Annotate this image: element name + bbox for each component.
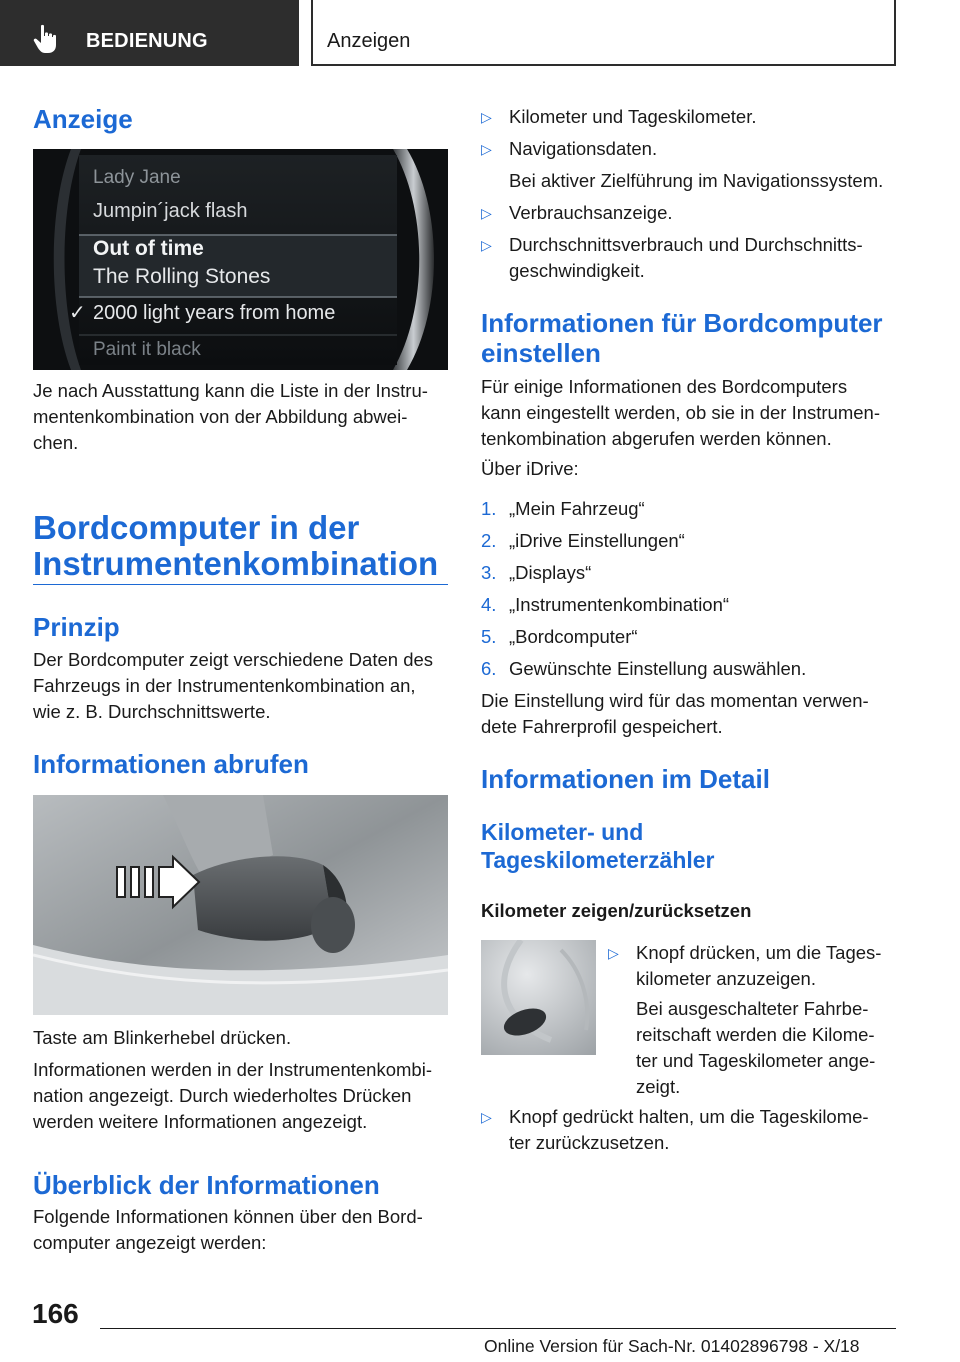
triangle-bullet-icon: ▷ <box>481 237 492 253</box>
checkmark-icon: ✓ <box>69 300 86 324</box>
paragraph-einige: Für einige Informationen des Bordcomputers kann eingestellt werden, ob sie in der Instrumen- tenkombination abgerufen werden können. <box>481 376 880 449</box>
triangle-bullet-icon: ▷ <box>608 945 619 961</box>
footer-online-version: Online Version für Sach-Nr. 01402896798 - X/18 <box>484 1336 860 1356</box>
paragraph-ausstattung: Je nach Ausstattung kann die Liste in der Instru- mentenkombination von der Abbildung abwei- chen. <box>33 380 428 453</box>
paragraph-taste: Taste am Blinkerhebel drücken. <box>33 1027 292 1048</box>
paragraph-folgende: Folgende Informationen können über den Bord- computer angezeigt werden: <box>33 1206 423 1253</box>
lever-illustration <box>33 795 448 1015</box>
heading-zeigen: Kilometer zeigen/zurücksetzen <box>481 900 752 921</box>
display-photo <box>33 149 448 370</box>
chapter-box <box>311 0 896 66</box>
hand-pointer-icon <box>32 24 66 54</box>
chapter-label: Anzeigen <box>327 30 411 52</box>
menu-item-1: Lady Jane <box>93 167 181 188</box>
footer-rule <box>100 1328 896 1329</box>
section-label: BEDIENUNG <box>86 30 208 52</box>
note-fahrbereitschaft: Bei ausgeschalteter Fahrbe- reitschaft werden die Kilome- ter und Tageskilometer ange- zeigt. <box>636 998 876 1097</box>
heading-anzeige: Anzeige <box>33 104 133 134</box>
heading-einstellen: Informationen für Bordcomputer einstellen <box>481 308 883 368</box>
menu-item-4: The Rolling Stones <box>93 265 271 288</box>
section-tab <box>0 0 299 66</box>
triangle-bullet-icon: ▷ <box>481 205 492 221</box>
paragraph-prinzip: Der Bordcomputer zeigt verschiedene Daten des Fahrzeugs in der Instrumentenkombination an, wie z. B. Durchschnittswerte. <box>33 649 434 722</box>
menu-item-5: 2000 light years from home <box>93 302 336 324</box>
menu-item-3: Out of time <box>93 237 204 260</box>
heading-bordcomputer: Bordcomputer in der Instrumentenkombination <box>33 509 439 582</box>
lever-photo <box>33 795 448 1015</box>
triangle-bullet-icon: ▷ <box>481 109 492 125</box>
menu-item-2: Jumpin´jack flash <box>93 200 248 222</box>
heading-underline <box>33 584 448 585</box>
paragraph-idrive: Über iDrive: <box>481 458 579 479</box>
page-header <box>0 0 960 66</box>
heading-ueberblick: Überblick der Informationen <box>33 1170 380 1200</box>
heading-prinzip: Prinzip <box>33 612 120 642</box>
heading-detail: Informationen im Detail <box>481 764 770 794</box>
paragraph-fahrerprofil: Die Einstellung wird für das momentan verwen- dete Fahrerprofil gespeichert. <box>481 690 869 737</box>
cluster-button-illustration <box>481 940 596 1055</box>
triangle-bullet-icon: ▷ <box>481 141 492 157</box>
page-number: 166 <box>32 1298 79 1329</box>
paragraph-informationen: Informationen werden in der Instrumentenkombi- nation angezeigt. Durch wiederholtes Drücken werden weitere Informationen angezeigt. <box>33 1059 432 1132</box>
heading-kilometerzaehler: Kilometer- und Tageskilometerzähler <box>481 819 715 873</box>
button-photo <box>481 940 596 1055</box>
triangle-bullet-icon: ▷ <box>481 1109 492 1125</box>
heading-abrufen: Informationen abrufen <box>33 749 309 779</box>
display-menu-illustration <box>33 149 448 370</box>
note-navigation: Bei aktiver Zielführung im Navigationssystem. <box>509 170 884 191</box>
menu-item-6: Paint it black <box>93 339 201 360</box>
